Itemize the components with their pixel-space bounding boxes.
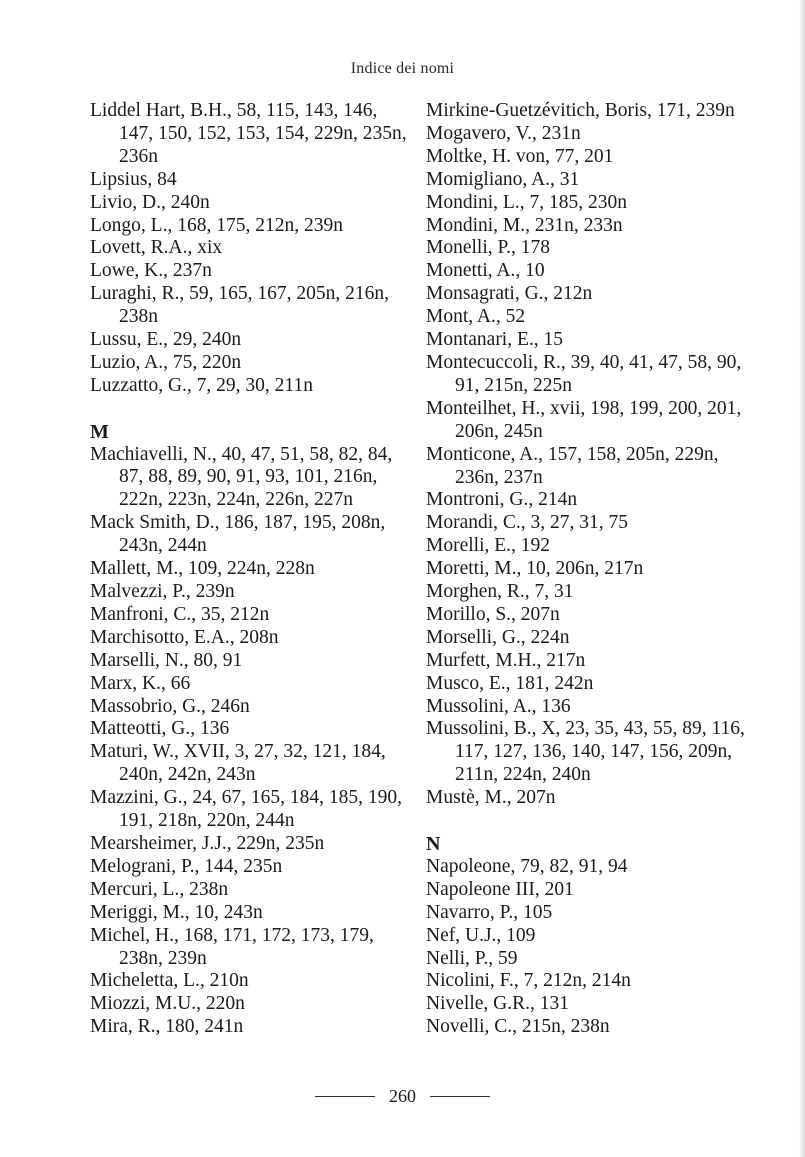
index-entry: Luzzatto, G., 7, 29, 30, 211n xyxy=(90,374,313,396)
index-entry: Meriggi, M., 10, 243n xyxy=(90,901,263,923)
index-entry: Morelli, E., 192 xyxy=(426,535,551,557)
index-entry: Marchisotto, E.A., 208n xyxy=(90,626,279,648)
index-entry: Monteilhet, H., xvii, 198, 199, 200, 201, 206n, 245n xyxy=(426,397,742,442)
index-entry: Navarro, P., 105 xyxy=(426,901,553,923)
index-entry: Longo, L., 168, 175, 212n, 239n xyxy=(90,214,343,236)
index-entry: Momigliano, A., 31 xyxy=(426,168,580,190)
page-number: 260 xyxy=(389,1086,416,1106)
index-entry: Murfett, M.H., 217n xyxy=(426,649,586,671)
index-column-left xyxy=(90,100,410,1039)
index-entry: Mondini, L., 7, 185, 230n xyxy=(426,191,627,213)
index-entry: Mussolini, B., X, 23, 35, 43, 55, 89, 116, 117, 127, 136, 140, 147, 156, 209n, 211n, 224n, 240n xyxy=(426,718,745,786)
footer-rule-left xyxy=(315,1096,375,1097)
index-entry: Nicolini, F., 7, 212n, 214n xyxy=(426,970,631,992)
index-entry: Moltke, H. von, 77, 201 xyxy=(426,145,614,167)
index-entry: Moretti, M., 10, 206n, 217n xyxy=(426,558,644,580)
index-entry: Micheletta, L., 210n xyxy=(90,970,249,992)
index-entry: Maturi, W., XVII, 3, 27, 32, 121, 184, 240n, 242n, 243n xyxy=(90,741,386,786)
index-entry: Massobrio, G., 246n xyxy=(90,695,250,717)
running-header: Indice dei nomi xyxy=(350,60,455,77)
index-entry: Morselli, G., 224n xyxy=(426,626,570,648)
page-footer xyxy=(0,1086,805,1107)
index-entry: Michel, H., 168, 171, 172, 173, 179, 238n, 239n xyxy=(90,924,374,969)
index-entry: Novelli, C., 215n, 238n xyxy=(426,1016,610,1038)
index-entry: Luzio, A., 75, 220n xyxy=(90,351,242,373)
index-entry: Mack Smith, D., 186, 187, 195, 208n, 243n, 244n xyxy=(90,512,386,557)
index-entry: Napoleone III, 201 xyxy=(426,878,574,900)
index-entry: Mont, A., 52 xyxy=(426,306,526,328)
index-entry: Matteotti, G., 136 xyxy=(90,718,230,740)
index-entry: Morandi, C., 3, 27, 31, 75 xyxy=(426,512,629,534)
index-entry: Machiavelli, N., 40, 47, 51, 58, 82, 84, 87, 88, 89, 90, 91, 93, 101, 216n, 222n, 223n, 224n, 226n, 227n xyxy=(90,443,393,511)
index-entry: Mearsheimer, J.J., 229n, 235n xyxy=(90,832,325,854)
index-entry: Nef, U.J., 109 xyxy=(426,924,536,946)
index-section-letter: N xyxy=(426,832,441,855)
index-column-right xyxy=(426,100,756,1039)
index-entry: Monticone, A., 157, 158, 205n, 229n, 236n, 237n xyxy=(426,443,719,488)
index-entry: Mira, R., 180, 241n xyxy=(90,1016,244,1038)
index-entry: Livio, D., 240n xyxy=(90,191,210,213)
index-entry: Mustè, M., 207n xyxy=(426,787,556,809)
index-entry: Lovett, R.A., xix xyxy=(90,237,223,259)
index-entry: Morillo, S., 207n xyxy=(426,603,560,625)
index-entry: Montecuccoli, R., 39, 40, 41, 47, 58, 90, 91, 215n, 225n xyxy=(426,351,742,396)
index-entry: Manfroni, C., 35, 212n xyxy=(90,603,270,625)
index-entry: Mussolini, A., 136 xyxy=(426,695,571,717)
index-entry: Montroni, G., 214n xyxy=(426,489,578,511)
page-edge-shadow xyxy=(799,0,805,1157)
index-entry: Musco, E., 181, 242n xyxy=(426,672,594,694)
footer-rule-right xyxy=(430,1096,490,1097)
index-entry: Miozzi, M.U., 220n xyxy=(90,993,245,1015)
index-entry: Morghen, R., 7, 31 xyxy=(426,581,574,603)
index-entry: Mogavero, V., 231n xyxy=(426,122,581,144)
index-entry: Lipsius, 84 xyxy=(90,168,177,190)
index-entry: Marselli, N., 80, 91 xyxy=(90,649,243,671)
index-entry: Mercuri, L., 238n xyxy=(90,878,229,900)
index-entry: Mondini, M., 231n, 233n xyxy=(426,214,623,236)
index-entry: Luraghi, R., 59, 165, 167, 205n, 216n, 238n xyxy=(90,283,389,328)
index-entry: Melograni, P., 144, 235n xyxy=(90,855,283,877)
index-entry: Montanari, E., 15 xyxy=(426,329,564,351)
index-entry: Mazzini, G., 24, 67, 165, 184, 185, 190, 191, 218n, 220n, 244n xyxy=(90,787,402,832)
index-entry: Lowe, K., 237n xyxy=(90,260,212,282)
index-entry: Monsagrati, G., 212n xyxy=(426,283,593,305)
index-section-letter: M xyxy=(90,420,109,443)
index-entry: Marx, K., 66 xyxy=(90,672,191,694)
index-entry: Monelli, P., 178 xyxy=(426,237,551,259)
index-entry: Malvezzi, P., 239n xyxy=(90,581,235,603)
index-entry: Mallett, M., 109, 224n, 228n xyxy=(90,558,315,580)
index-entry: Monetti, A., 10 xyxy=(426,260,545,282)
index-entry: Mirkine-Guetzévitich, Boris, 171, 239n xyxy=(426,100,735,121)
index-entry: Nelli, P., 59 xyxy=(426,947,518,969)
index-entry: Lussu, E., 29, 240n xyxy=(90,329,242,351)
index-entry: Napoleone, 79, 82, 91, 94 xyxy=(426,855,628,877)
index-entry: Liddel Hart, B.H., 58, 115, 143, 146, 147, 150, 152, 153, 154, 229n, 235n, 236n xyxy=(90,100,407,167)
index-entry: Nivelle, G.R., 131 xyxy=(426,993,569,1015)
